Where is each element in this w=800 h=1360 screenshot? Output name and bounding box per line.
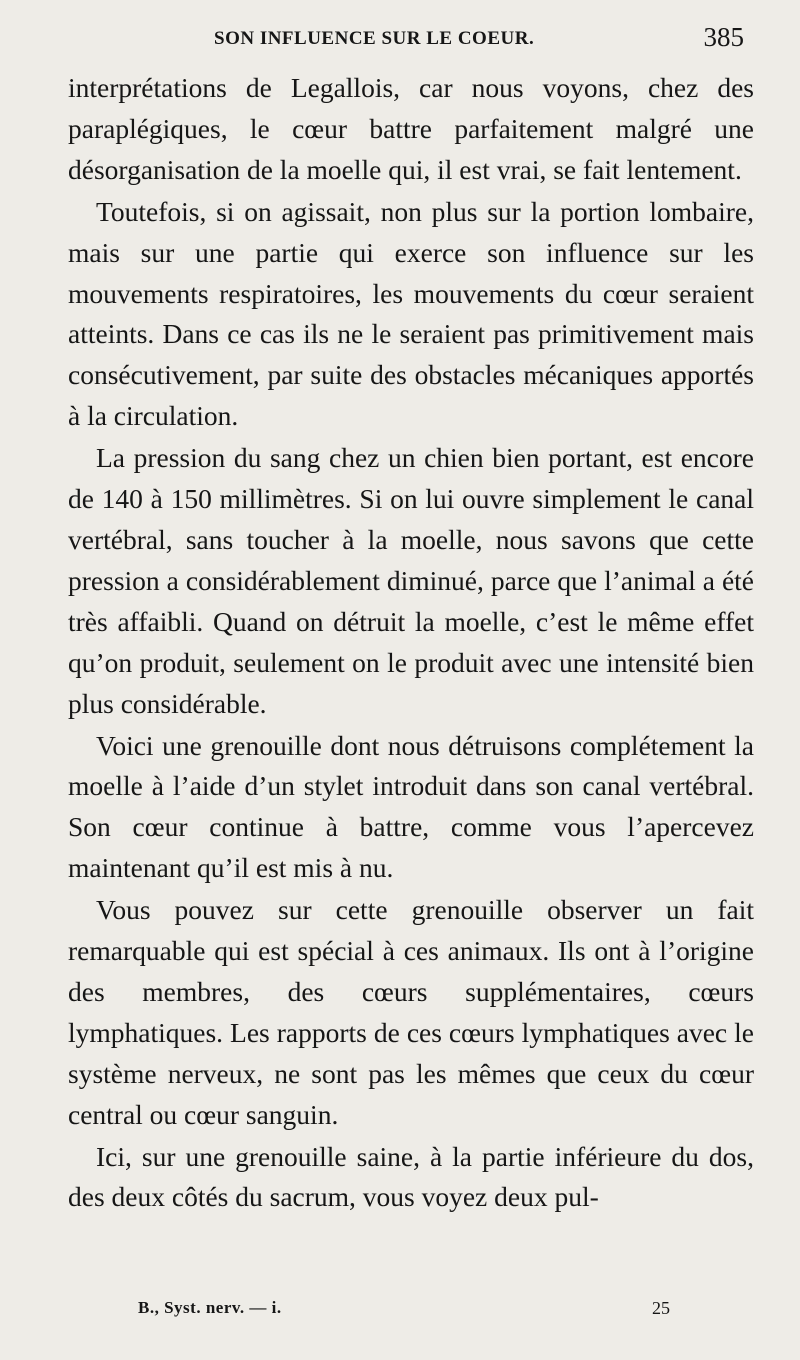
body-text [68, 68, 754, 1219]
printer-signature: B., Syst. nerv. — i. [138, 1298, 282, 1317]
paragraph: interprétations de Legallois, car nous voyons, chez des paraplégiques, le cœur battre parfaitement malgré une désorganisation de la moelle qui, il est vrai, se fait lentement. [68, 72, 754, 185]
page-number: 385 [703, 22, 744, 52]
paragraph: Toutefois, si on agissait, non plus sur la portion lombaire, mais sur une partie qui exerce son influence sur les mouvements respiratoires, les mouvements du cœur seraient atteints. Dans ce cas ils ne le seraient pas primitivement mais consécutivement, par suite des obstacles mécaniques apportés à la circulation. [68, 195, 754, 432]
paragraph: Ici, sur une grenouille saine, à la partie inférieure du dos, des deux côtés du sacrum, vous voyez deux pul- [68, 1140, 754, 1213]
sheet-number: 25 [652, 1298, 670, 1318]
running-title: SON INFLUENCE SUR LE COEUR. [214, 28, 535, 49]
paragraph: Vous pouvez sur cette grenouille observer un fait remarquable qui est spécial à ces animaux. Ils ont à l’origine des membres, des cœurs supplémentaires, cœurs lymphatiques. Les rapports de ces cœurs lymphatiques avec le système nerveux, ne sont pas les mêmes que ceux du cœur central ou cœur sanguin. [68, 894, 754, 1130]
paragraph: La pression du sang chez un chien bien portant, est encore de 140 à 150 millimètres. Si on lui ouvre simplement le canal vertébral, sans toucher à la moelle, nous savons que cette pression a considérablement diminué, parce que l’animal a été très affaibli. Quand on détruit la moelle, c’est le même effet qu’on produit, seulement on le produit avec une intensité bien plus considérable. [68, 442, 754, 719]
paragraph: Voici une grenouille dont nous détruisons complétement la moelle à l’aide d’un stylet introduit dans son canal vertébral. Son cœur continue à battre, comme vous l’apercevez maintenant qu’il est mis à nu. [68, 729, 754, 884]
page-header [68, 22, 744, 62]
page-footer [138, 1298, 670, 1328]
